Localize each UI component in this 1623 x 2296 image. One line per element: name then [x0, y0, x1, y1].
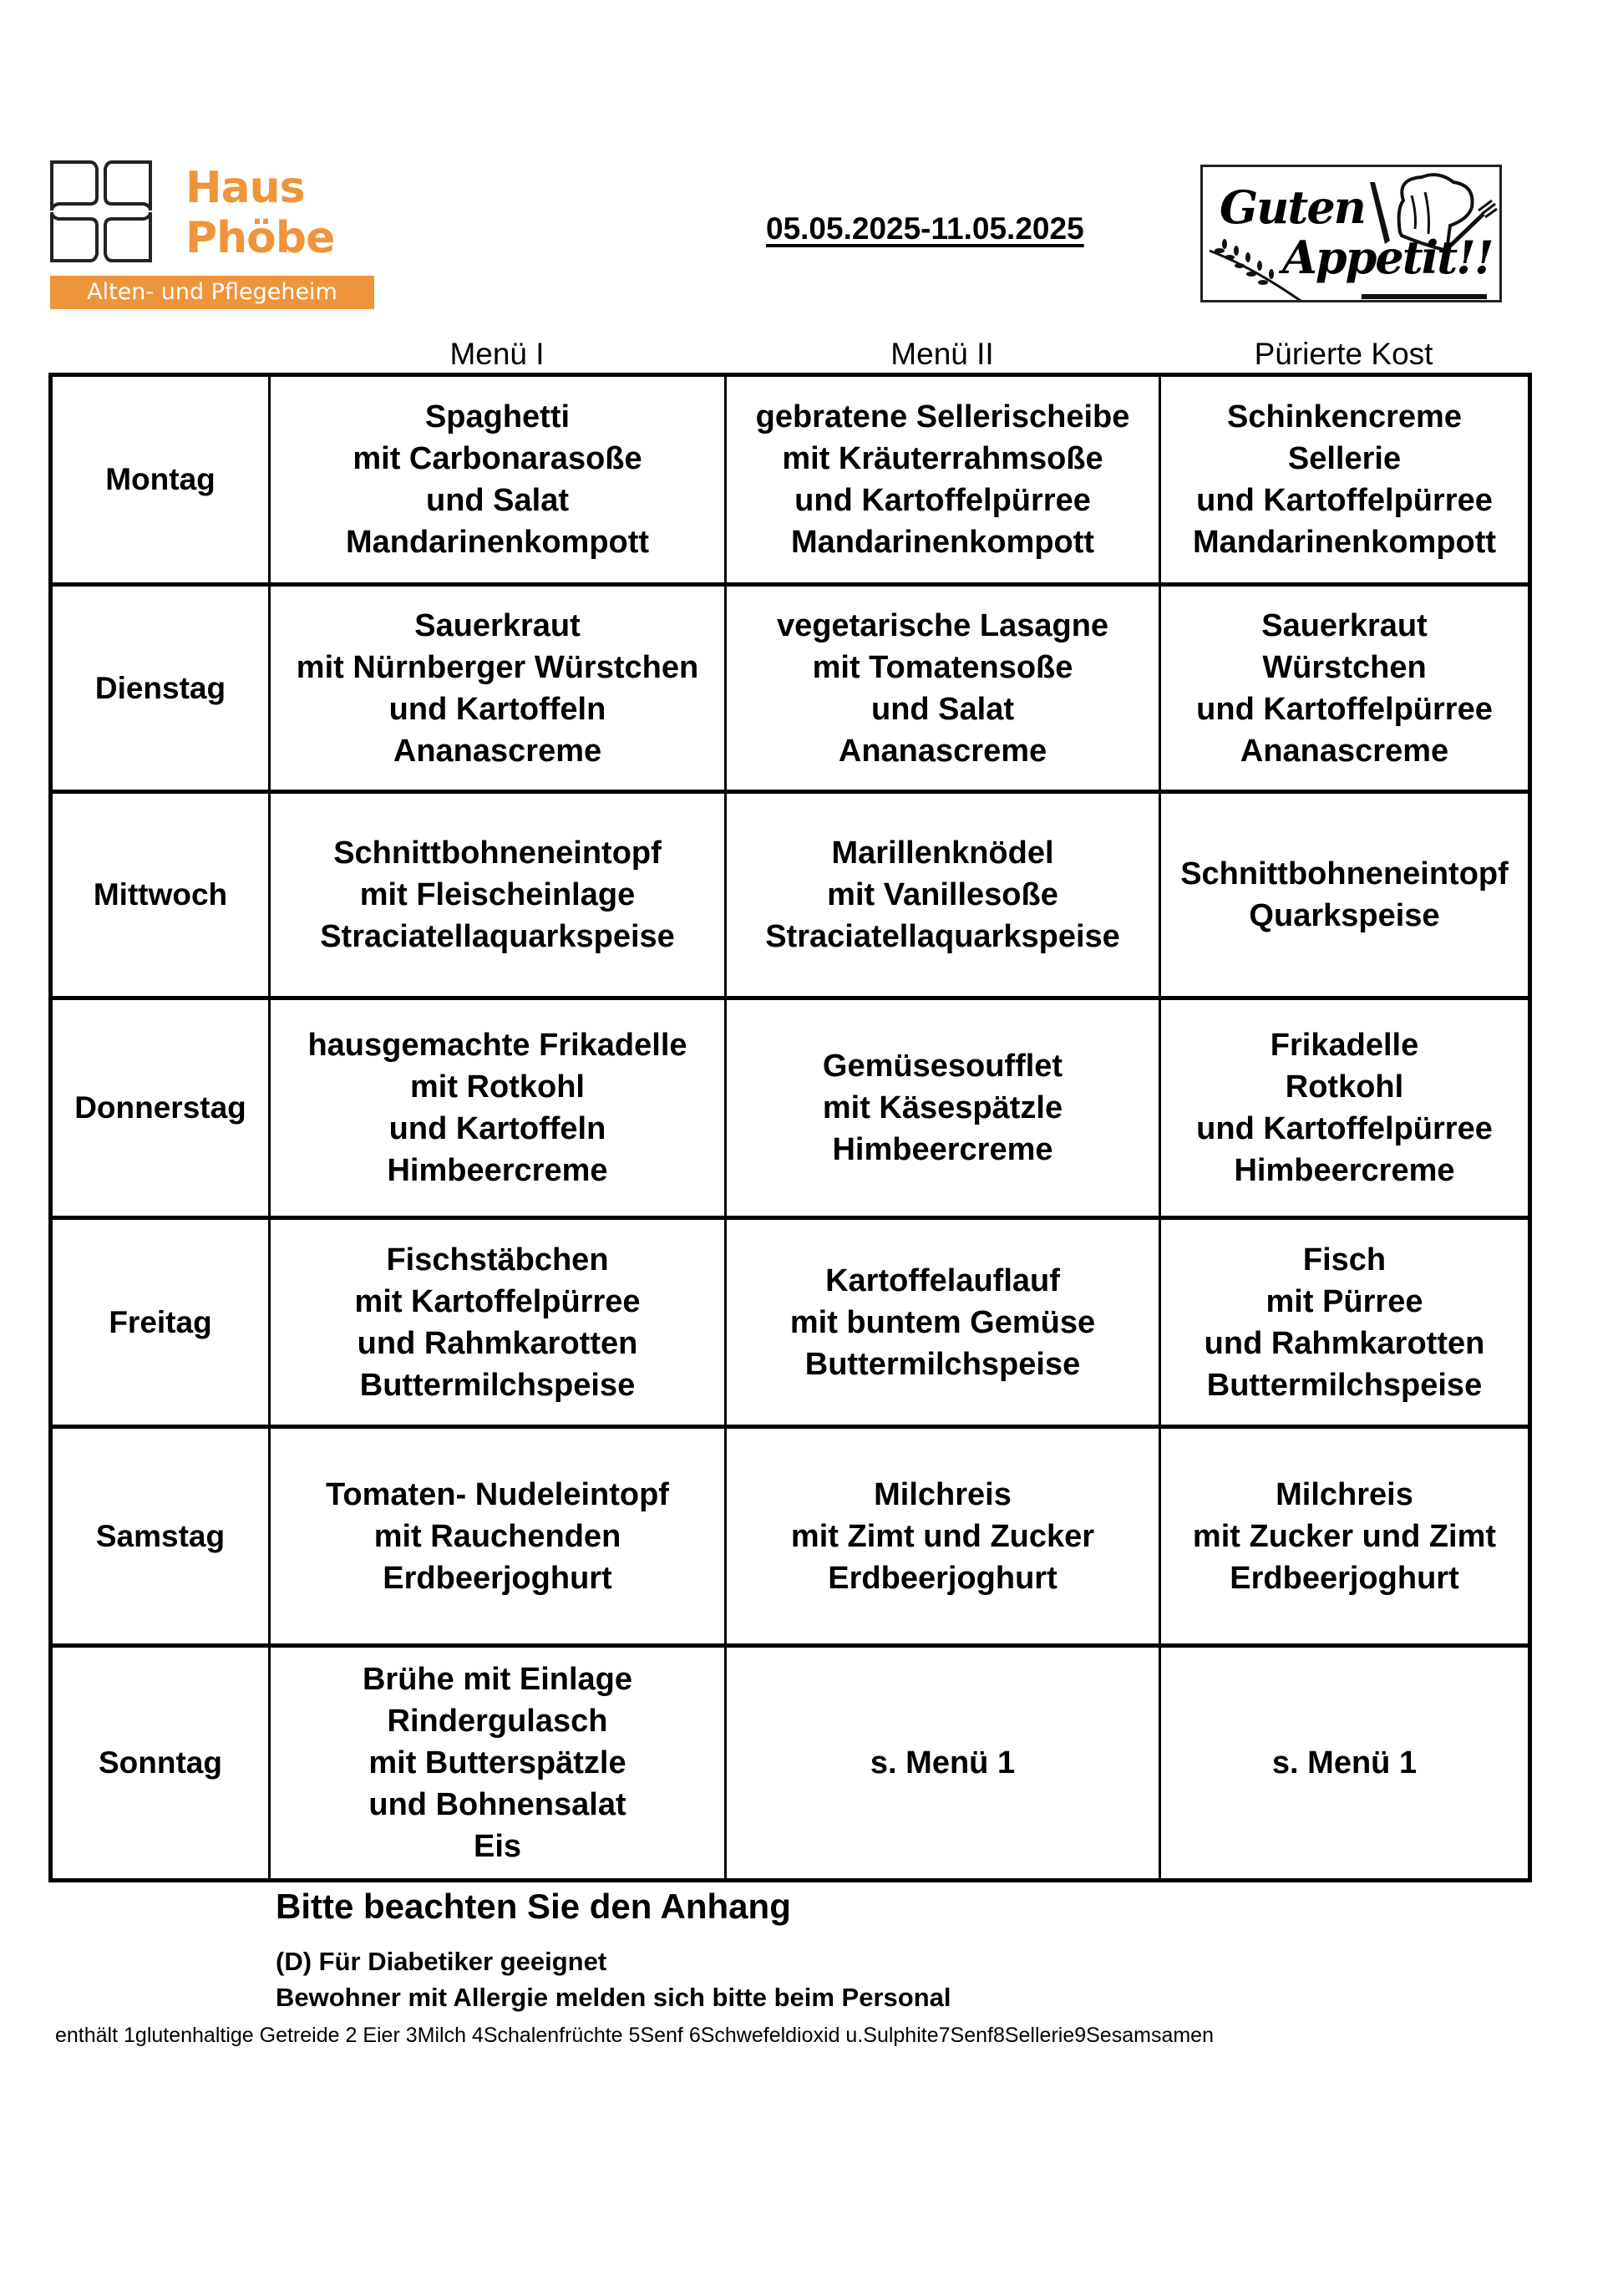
- dish-line: und Kartoffelpürree: [1196, 691, 1493, 727]
- dish-line: Himbeercreme: [832, 1132, 1053, 1167]
- menu-row-6: [51, 1646, 1530, 1881]
- badge-text-appetit: Appetit!!: [1282, 231, 1493, 284]
- pureed-cell: [1160, 1427, 1530, 1646]
- menu-2-cell: [726, 1427, 1160, 1646]
- dish-line: mit Zimt und Zucker: [790, 1518, 1095, 1554]
- dish-line: Himbeercreme: [387, 1153, 608, 1188]
- dish-line: Kartoffelauflauf: [825, 1262, 1060, 1298]
- dish-line: mit Tomatensoße: [812, 649, 1073, 685]
- dish-line: Milchreis: [1276, 1476, 1413, 1512]
- dish-line: Schnittbohneneintopf: [333, 836, 662, 871]
- dish-line: Erdbeerjoghurt: [383, 1560, 612, 1596]
- logo-text-phoebe: Phöbe: [185, 213, 335, 263]
- dish-line: und Kartoffeln: [388, 1111, 606, 1146]
- dish-line: Erdbeerjoghurt: [828, 1560, 1057, 1596]
- allergy-note: Bewohner mit Allergie melden sich bitte beim Personal: [276, 1983, 951, 2012]
- menu-row-0: [51, 375, 1530, 585]
- dish-line: mit Rauchenden: [373, 1518, 621, 1554]
- logo-tagline: Alten- und Pflegeheim: [50, 276, 374, 309]
- menu-2-cell: [726, 1218, 1160, 1427]
- dish-line: Tomaten- Nudeleintopf: [326, 1476, 669, 1512]
- dish-line: Frikadelle: [1270, 1028, 1419, 1063]
- guten-appetit-badge: [1200, 165, 1502, 302]
- dish-line: Brühe mit Einlage: [362, 1662, 633, 1697]
- menu-2-cell: [726, 1646, 1160, 1881]
- menu-1-cell: [270, 1427, 726, 1646]
- date-range: 05.05.2025-11.05.2025: [766, 211, 1084, 246]
- day-label: Mittwoch: [51, 792, 270, 998]
- menu-row-4: [51, 1218, 1530, 1427]
- dish-line: mit Nürnberger Würstchen: [296, 649, 699, 685]
- dish-line: mit Käsespätzle: [822, 1090, 1063, 1125]
- dish-line: Straciatellaquarkspeise: [320, 919, 675, 954]
- menu-2-cell: [726, 998, 1160, 1218]
- dish-line: und Kartoffelpürree: [794, 483, 1091, 518]
- menu-1-cell: [270, 998, 726, 1218]
- day-label: Donnerstag: [51, 998, 270, 1218]
- dish-line: Straciatellaquarkspeise: [765, 919, 1120, 954]
- dish-line: mit Carbonarasoße: [352, 441, 642, 476]
- dish-line: Buttermilchspeise: [359, 1367, 636, 1403]
- day-label: Freitag: [51, 1218, 270, 1427]
- dish-line: mit Kartoffelpürree: [354, 1283, 641, 1319]
- dish-line: gebratene Sellerischeibe: [755, 399, 1130, 434]
- weekly-menu-table: [48, 373, 1532, 1882]
- menu-2-cell: [726, 792, 1160, 998]
- dish-line: Quarkspeise: [1249, 898, 1440, 933]
- dish-line: und Salat: [425, 483, 570, 518]
- attachment-note: Bitte beachten Sie den Anhang: [276, 1887, 791, 1926]
- menu-row-5: [51, 1427, 1530, 1646]
- menu-1-cell: [270, 1646, 726, 1881]
- menu-2-cell: [726, 375, 1160, 585]
- dish-line: Gemüsesoufflet: [822, 1049, 1063, 1084]
- dish-line: mit Pürree: [1265, 1283, 1423, 1319]
- dish-line: und Kartoffelpürree: [1196, 483, 1493, 518]
- menu-1-cell: [270, 792, 726, 998]
- dish-line: Ananascreme: [393, 733, 602, 769]
- dish-line: Würstchen: [1262, 649, 1427, 685]
- column-header-menu-2: Menü II: [890, 337, 994, 371]
- day-label: Dienstag: [51, 585, 270, 792]
- dish-line: s. Menü 1: [1271, 1745, 1418, 1780]
- pureed-cell: [1160, 792, 1530, 998]
- pureed-cell: [1160, 1646, 1530, 1881]
- dish-line: Schinkencreme: [1227, 399, 1462, 434]
- dish-line: Milchreis: [874, 1476, 1012, 1512]
- menu-1-cell: [270, 1218, 726, 1427]
- diabetic-note: (D) Für Diabetiker geeignet: [276, 1947, 607, 1976]
- dish-line: mit Kräuterrahmsoße: [782, 441, 1103, 476]
- dish-line: Mandarinenkompott: [1192, 525, 1497, 560]
- dish-line: und Kartoffelpürree: [1196, 1111, 1493, 1146]
- dish-line: Eis: [473, 1829, 522, 1864]
- pureed-cell: [1160, 375, 1530, 585]
- dish-line: und Bohnensalat: [368, 1787, 626, 1822]
- dish-line: Erdbeerjoghurt: [1230, 1560, 1459, 1596]
- dish-line: Buttermilchspeise: [804, 1346, 1081, 1382]
- dish-line: Rindergulasch: [387, 1704, 608, 1739]
- menu-1-cell: [270, 585, 726, 792]
- dish-line: Ananascreme: [838, 733, 1047, 769]
- dish-line: vegetarische Lasagne: [776, 607, 1109, 643]
- dish-line: Mandarinenkompott: [345, 525, 650, 560]
- dish-line: Marillenknödel: [831, 836, 1054, 871]
- dish-line: Buttermilchspeise: [1206, 1367, 1483, 1403]
- dish-line: mit Fleischeinlage: [359, 877, 636, 912]
- dish-line: und Rahmkarotten: [357, 1325, 638, 1361]
- menu-row-2: [51, 792, 1530, 998]
- pureed-cell: [1160, 1218, 1530, 1427]
- dish-line: und Salat: [870, 691, 1015, 727]
- menu-row-3: [51, 998, 1530, 1218]
- day-label: Montag: [51, 375, 270, 585]
- dish-line: mit Zucker und Zimt: [1192, 1518, 1497, 1554]
- dish-line: mit Rotkohl: [410, 1069, 585, 1105]
- dish-line: mit Butterspätzle: [368, 1745, 626, 1780]
- column-header-menu-1: Menü I: [449, 337, 545, 371]
- dish-line: Mandarinenkompott: [790, 525, 1095, 560]
- menu-2-cell: [726, 585, 1160, 792]
- dish-line: Sauerkraut: [414, 607, 581, 643]
- dish-line: Spaghetti: [424, 399, 571, 434]
- badge-text-guten: Guten: [1220, 180, 1365, 234]
- dish-line: Schnittbohneneintopf: [1180, 856, 1509, 891]
- menu-1-cell: [270, 375, 726, 585]
- dish-line: Sauerkraut: [1261, 607, 1428, 643]
- dish-line: und Kartoffeln: [388, 691, 606, 727]
- allergen-legend: enthält 1glutenhaltige Getreide 2 Eier 3Milch 4Schalenfrüchte 5Senf 6Schwefeldioxid u.Sulphite7Senf8Sellerie9Sesamsamen: [55, 2024, 1214, 2047]
- pureed-cell: [1160, 585, 1530, 792]
- column-header-pureed: Pürierte Kost: [1254, 337, 1433, 371]
- dish-line: Rotkohl: [1285, 1069, 1404, 1105]
- dish-line: hausgemachte Frikadelle: [307, 1028, 687, 1063]
- pureed-cell: [1160, 998, 1530, 1218]
- dish-line: und Rahmkarotten: [1204, 1325, 1485, 1361]
- dish-line: mit Vanillesoße: [827, 877, 1058, 912]
- dish-line: mit buntem Gemüse: [789, 1304, 1096, 1340]
- dish-line: Fisch: [1302, 1242, 1387, 1278]
- day-label: Sonntag: [51, 1646, 270, 1881]
- dish-line: Himbeercreme: [1234, 1153, 1455, 1188]
- dish-line: Ananascreme: [1240, 733, 1449, 769]
- dish-line: Fischstäbchen: [386, 1242, 609, 1278]
- day-label: Samstag: [51, 1427, 270, 1646]
- logo-text-haus: Haus: [185, 163, 305, 213]
- menu-row-1: [51, 585, 1530, 792]
- care-home-logo-icon: [50, 160, 152, 262]
- dish-line: s. Menü 1: [870, 1745, 1016, 1780]
- dish-line: Sellerie: [1287, 441, 1402, 476]
